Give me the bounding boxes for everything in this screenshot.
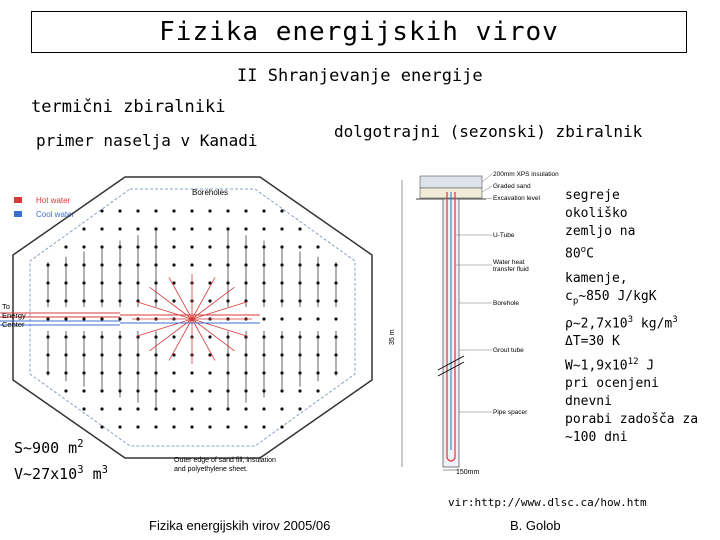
section-heading: termični zbiralniki — [31, 97, 226, 117]
legend-cool: Cool water — [36, 210, 75, 219]
depth-label: 35 m — [389, 329, 396, 345]
size-stats: S~900 $m^2$ $V\sim 27x10^3$ $m^3$ — [14, 438, 108, 483]
heat-fluid-label-1: Water heat — [493, 259, 525, 266]
heat-note: segreje okoliško zemljo na 80$^o$C — [565, 188, 636, 262]
legend-cool-swatch — [14, 211, 22, 217]
legend-hot-swatch — [14, 197, 22, 203]
footer-author: B. Golob — [510, 518, 561, 533]
energy-note: $W\sim 1,9x10^{12}$ J pri ocenjeni dnevni porabi zadošča za ~100 dni — [565, 357, 699, 446]
excavation-label: Excavation level — [493, 195, 540, 202]
outer-edge-line-1: Outer edge of sand fill, insulation — [174, 457, 276, 464]
u-tube-label: U-Tube — [493, 232, 515, 239]
page-title: Fizika energijskih virov — [31, 11, 687, 53]
legend-hot: Hot water — [36, 196, 71, 205]
footer-course: Fizika energijskih virov 2005/06 — [149, 518, 331, 533]
example-label: primer naselja v Kanadi — [36, 131, 258, 150]
to-center-line-3: Center — [2, 320, 25, 329]
borehole-label: Borehole — [493, 300, 520, 307]
graded-sand-label: Graded sand — [493, 183, 531, 190]
subtitle: II Shranjevanje energije — [237, 66, 483, 86]
long-term-label: dolgotrajni (sezonski) zbiralnik — [334, 122, 643, 141]
width-label: 150mm — [456, 469, 480, 475]
borehole-section-diagram — [380, 170, 570, 475]
to-center-line-1: To — [2, 302, 10, 311]
outer-edge-line-2: and polyethylene sheet. — [174, 466, 248, 473]
insulation-label: 200mm XPS insulation — [493, 171, 559, 178]
to-center-line-2: Energy — [2, 311, 26, 320]
boreholes-label: Boreholes — [192, 188, 229, 197]
insulation-layer — [420, 176, 482, 188]
spacer-label: Pipe spacer — [493, 409, 528, 416]
heat-fluid-label-2: transfer fluid — [493, 266, 529, 273]
borehole-field-diagram — [0, 175, 390, 475]
source-link[interactable]: vir:http://www.dlsc.ca/how.htm — [448, 496, 647, 509]
borehole-grid — [46, 209, 337, 428]
rock-properties-note: kamenje, $c_p\sim 850$ J/kgK $\rho\sim 2,7x10^3$ $kg/m^3$ ΔT=30 K — [565, 271, 678, 349]
grout-label: Grout tube — [493, 347, 524, 354]
